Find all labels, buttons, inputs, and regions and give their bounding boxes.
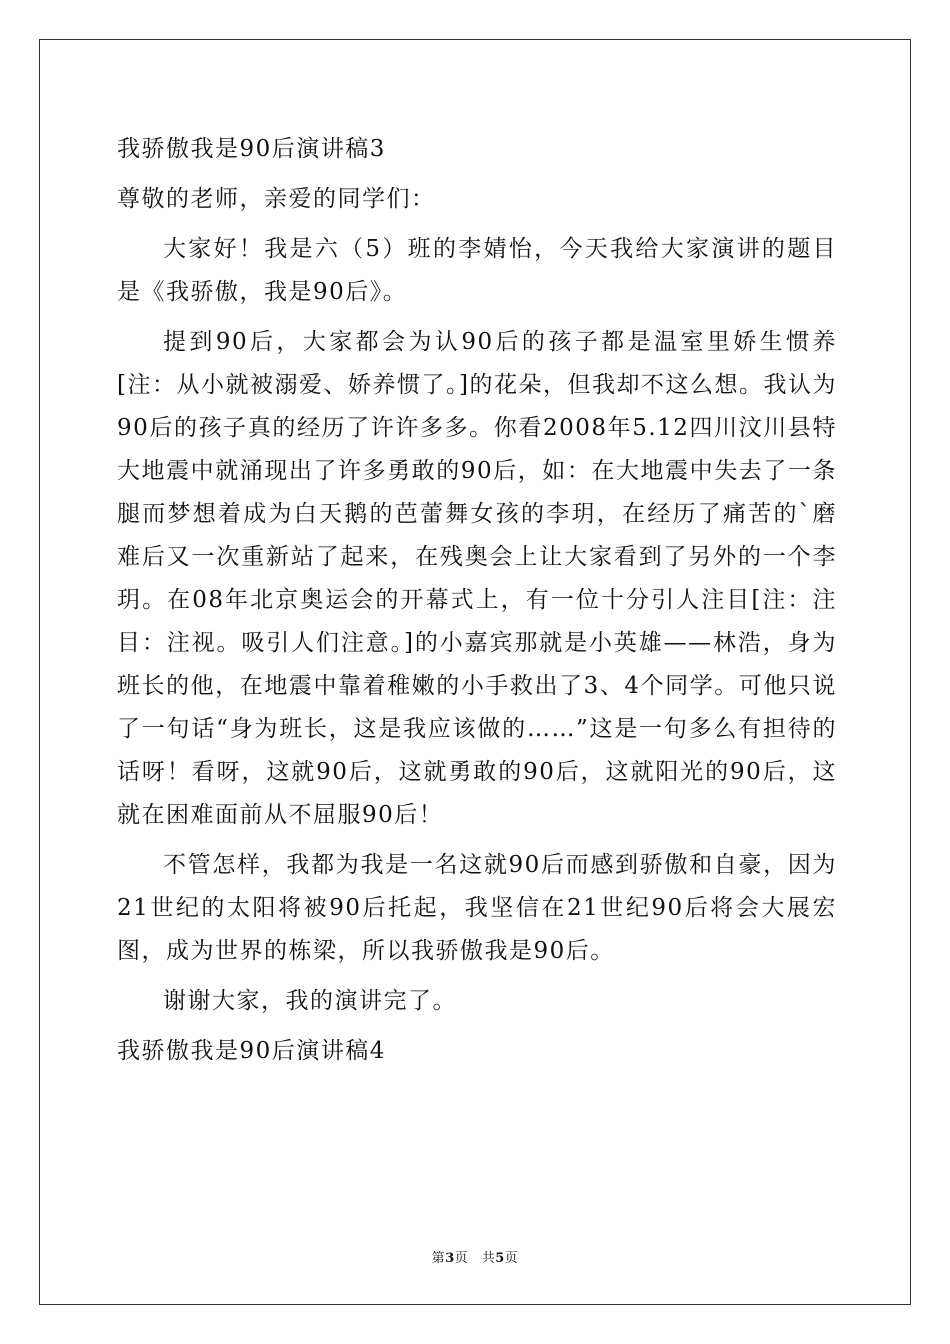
speech-title-3: 我骄傲我是90后演讲稿3 [117, 136, 386, 162]
speech-title-4: 我骄傲我是90后演讲稿4 [117, 1038, 386, 1064]
paragraph-pride: 不管怎样，我都为我是一名这就90后而感到骄傲和自豪，因为21世纪的太阳将被90后托起，我坚信在21世纪90后将会大展宏图，成为世界的栋梁，所以我骄傲我是90后。 [117, 852, 837, 964]
footer-total-pages: 5 [495, 1251, 505, 1266]
paragraph-greeting: 大家好！我是六（5）班的李婧怡，今天我给大家演讲的题目是《我骄傲，我是90后》。 [117, 236, 837, 305]
footer-current-page: 3 [445, 1251, 455, 1266]
paragraph-thanks: 谢谢大家，我的演讲完了。 [163, 988, 457, 1014]
page-footer [0, 1247, 950, 1266]
salutation: 尊敬的老师，亲爱的同学们： [117, 186, 436, 212]
paragraph-main: 提到90后，大家都会为认90后的孩子都是温室里娇生惯养[注：从小就被溺爱、娇养惯了。]的花朵，但我却不这么想。我认为90后的孩子真的经历了许许多多。你看2008年5.12四川汶川县特大地震中就涌现出了许多勇敢的90后，如：在大地震中失去了一条腿而梦想着成为白天鹅的芭蕾舞女孩的李玥，在经历了痛苦的`磨难后又一次重新站了起来，在残奥会上让大家看到了另外的一个李玥。在08年北京奥运会的开幕式上，有一位十分引人注目[注：注目：注视。吸引人们注意。]的小嘉宾那就是小英雄——林浩，身为班长的他，在地震中靠着稚嫩的小手救出了3、4个同学。可他只说了一句话“身为班长，这是我应该做的……”这是一句多么有担待的话呀！看呀，这就90后，这就勇敢的90后，这就阳光的90后，这就在困难面前从不屈服90后！ [117, 329, 837, 828]
footer-prefix: 第 [431, 1251, 446, 1266]
footer-suffix: 页 [504, 1251, 519, 1266]
document-body [117, 128, 837, 1073]
footer-mid: 页 共 [454, 1251, 496, 1266]
paragraph-list [117, 228, 837, 1023]
